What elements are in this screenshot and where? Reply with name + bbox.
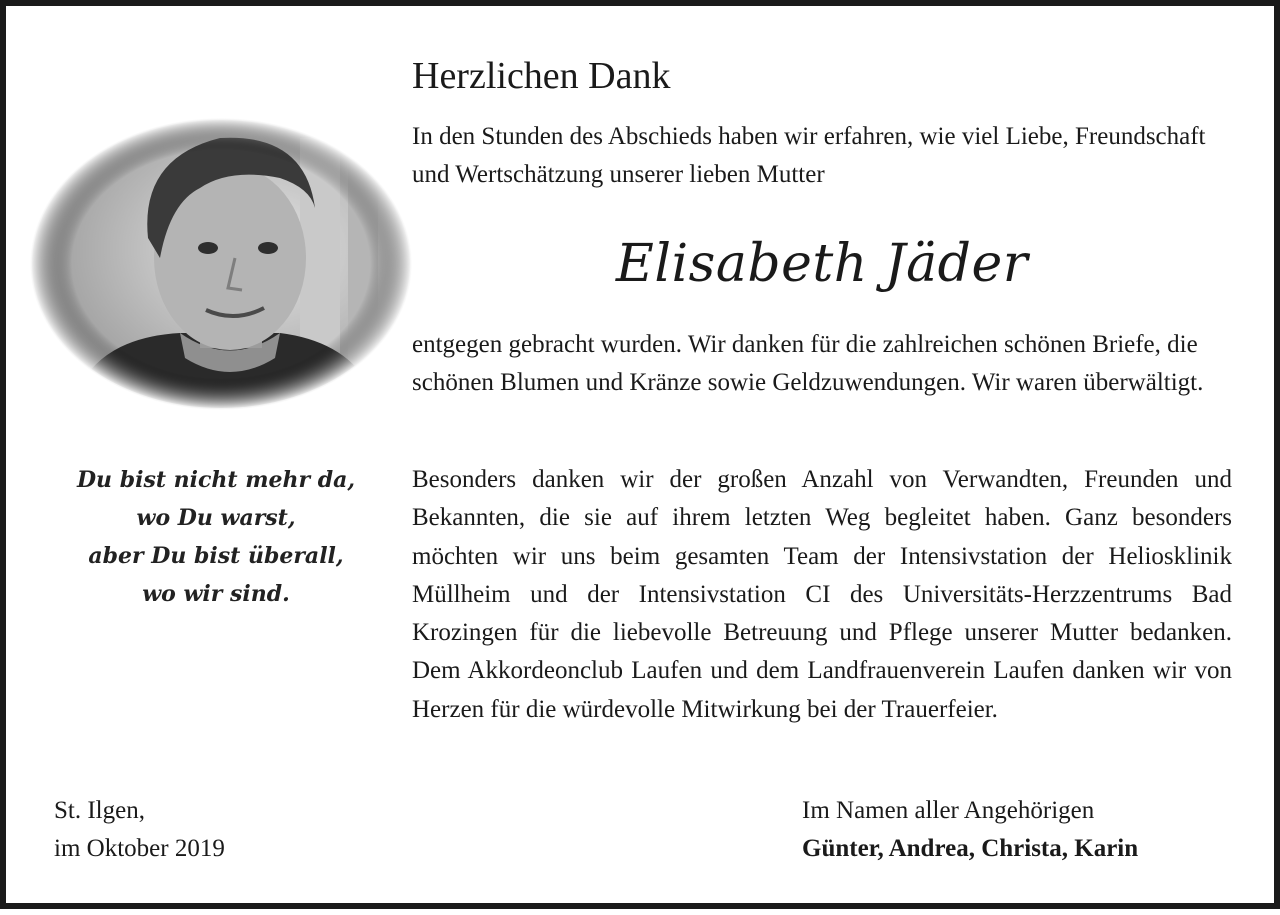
notice-title: Herzlichen Dank (412, 55, 671, 97)
quote-line: Du bist nicht mehr da, (76, 467, 356, 493)
quote-line: aber Du bist überall, (88, 543, 344, 569)
signature-line: Im Namen aller Angehörigen (802, 797, 1095, 824)
portrait-photo (30, 118, 412, 410)
portrait-photo-graphic (30, 118, 412, 410)
quote-line: wo wir sind. (142, 581, 290, 607)
family-names: Günter, Andrea, Christa, Karin (802, 835, 1139, 862)
quote-line: wo Du warst, (136, 505, 296, 531)
memorial-quote (30, 461, 402, 613)
obituary-notice (6, 6, 1274, 903)
intro-paragraph: In den Stunden des Abschieds haben wir erfahren, wie viel Liebe, Freundschaft und Wertschätzung unserer lieben Mutter (412, 123, 1206, 189)
signature-block (802, 792, 1138, 868)
deceased-name: Elisabeth Jäder (615, 234, 1029, 294)
gratitude-paragraph: entgegen gebracht wurden. Wir danken für die zahlreichen schönen Briefe, die schönen Blumen und Kränze sowie Geldzuwendungen. Wir waren überwältigt. (412, 331, 1204, 397)
place: St. Ilgen, (54, 797, 145, 824)
date: im Oktober 2019 (54, 835, 225, 862)
place-and-date (54, 792, 225, 868)
special-thanks-paragraph: Besonders danken wir der großen Anzahl von Verwandten, Freunden und Bekannten, die sie auf ihrem letzten Weg begleitet haben. Ganz besonders möchten wir uns beim gesamten Team der Intensivstation der Heliosklinik Müllheim und der Intensivstation CI des Universitäts-Herzzentrums Bad Krozingen für die liebevolle Betreuung und Pflege unserer Mutter bedanken. Dem Akkordeonclub Laufen und dem Landfrauenverein Laufen danken wir von Herzen für die würdevolle Mitwirkung bei der Trauerfeier. (412, 466, 1232, 723)
